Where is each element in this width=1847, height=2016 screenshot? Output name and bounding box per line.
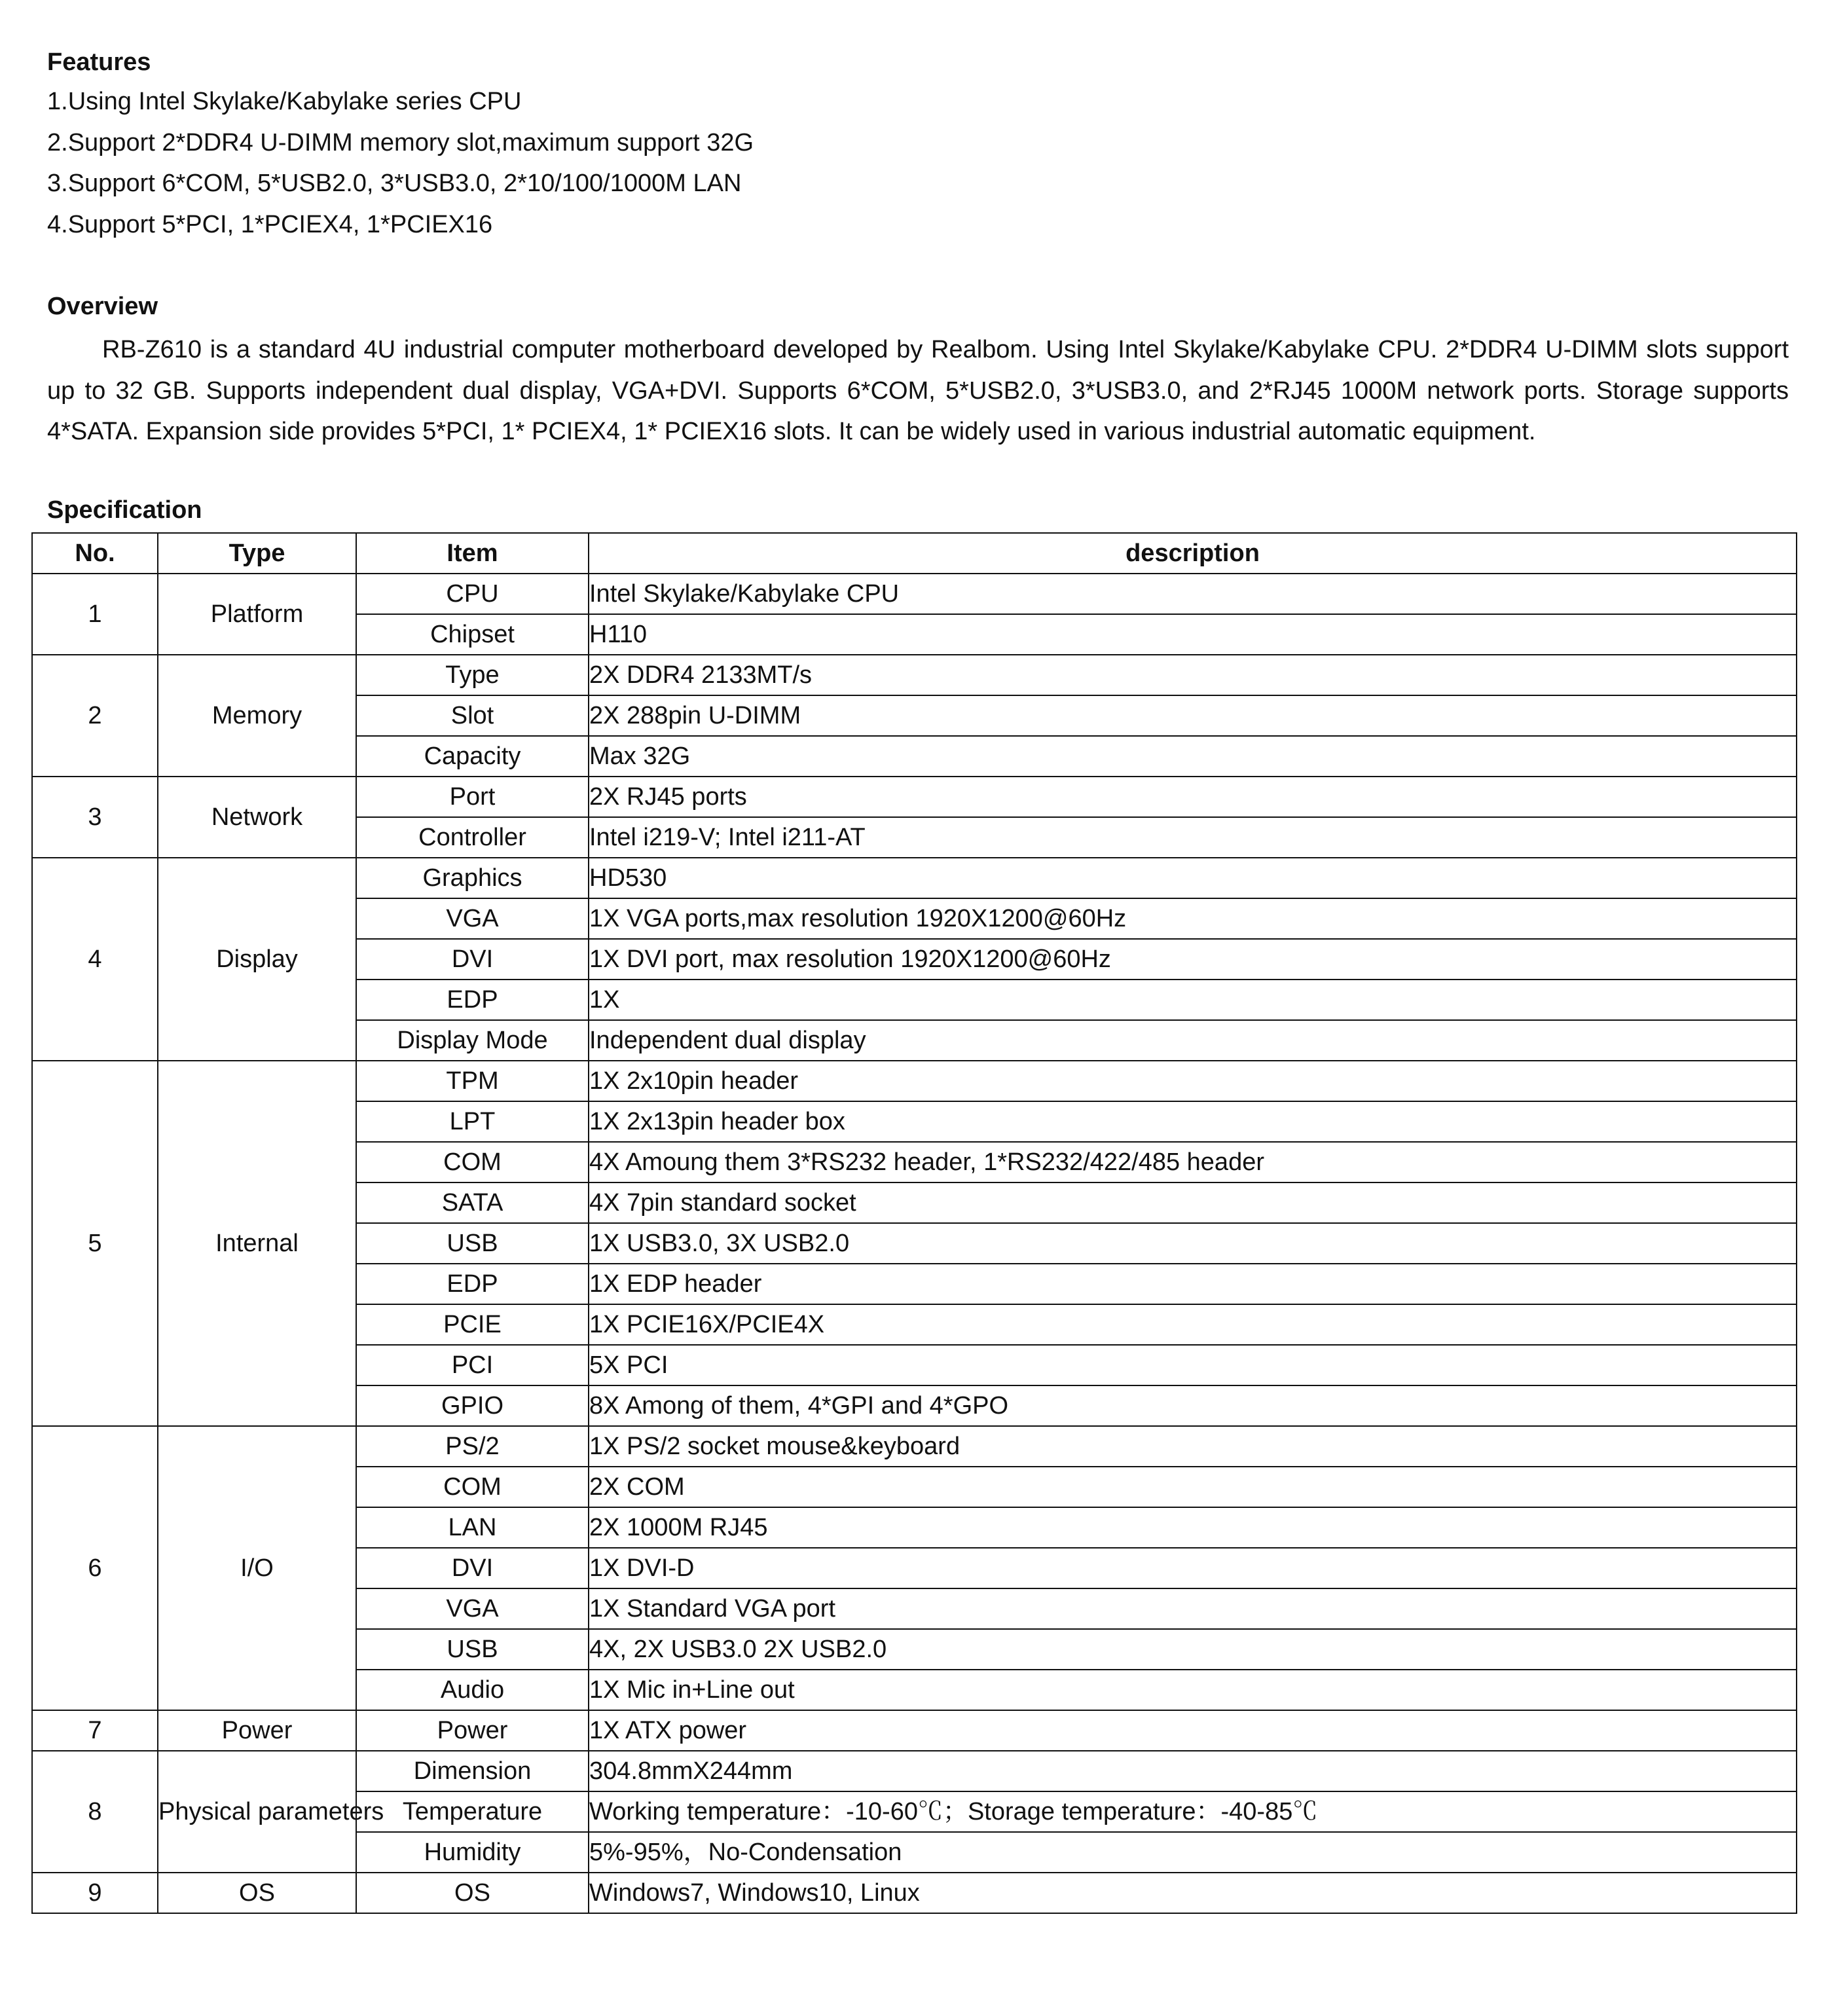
spec-item-cell: Controller	[356, 817, 589, 858]
spec-item-cell: LAN	[356, 1507, 589, 1548]
spec-description-cell: 304.8mmX244mm	[589, 1751, 1797, 1791]
spec-description-cell: 1X EDP header	[589, 1264, 1797, 1304]
spec-description-cell: H110	[589, 614, 1797, 655]
spec-type-cell: Internal	[158, 1061, 356, 1426]
spec-description-cell: 2X DDR4 2133MT/s	[589, 655, 1797, 695]
spec-description-cell: 5%-95%，No-Condensation	[589, 1832, 1797, 1873]
column-header-item: Item	[356, 533, 589, 574]
spec-description-cell: 5X PCI	[589, 1345, 1797, 1385]
spec-description-cell: 4X 7pin standard socket	[589, 1182, 1797, 1223]
spec-item-cell: EDP	[356, 980, 589, 1020]
spec-item-cell: PCIE	[356, 1304, 589, 1345]
feature-item: 3.Support 6*COM, 5*USB2.0, 3*USB3.0, 2*10/100/1000M LAN	[47, 170, 742, 197]
spec-type-cell: Platform	[158, 574, 356, 655]
spec-item-cell: PS/2	[356, 1426, 589, 1467]
spec-item-cell: COM	[356, 1467, 589, 1507]
feature-item: 4.Support 5*PCI, 1*PCIEX4, 1*PCIEX16	[47, 210, 493, 238]
table-row	[32, 1710, 1797, 1751]
spec-type-cell: Network	[158, 777, 356, 858]
spec-description-cell: Independent dual display	[589, 1020, 1797, 1061]
spec-number-cell: 9	[32, 1873, 158, 1913]
table-header-row	[32, 533, 1797, 574]
spec-item-cell: Temperature	[356, 1791, 589, 1832]
spec-description-cell: Intel i219-V; Intel i211-AT	[589, 817, 1797, 858]
table-row	[32, 1061, 1797, 1101]
spec-number-cell: 3	[32, 777, 158, 858]
spec-type-cell: Power	[158, 1710, 356, 1751]
feature-item: 2.Support 2*DDR4 U-DIMM memory slot,maximum support 32G	[47, 128, 754, 156]
spec-description-cell: 2X RJ45 ports	[589, 777, 1797, 817]
table-row	[32, 1873, 1797, 1913]
spec-item-cell: DVI	[356, 1548, 589, 1588]
column-header-description: description	[589, 533, 1797, 574]
overview-heading: Overview	[47, 293, 158, 320]
spec-type-cell: Display	[158, 858, 356, 1061]
spec-description-cell: 8X Among of them, 4*GPI and 4*GPO	[589, 1385, 1797, 1426]
spec-description-cell: 1X	[589, 980, 1797, 1020]
spec-item-cell: Chipset	[356, 614, 589, 655]
spec-description-cell: Max 32G	[589, 736, 1797, 777]
spec-number-cell: 1	[32, 574, 158, 655]
spec-item-cell: Port	[356, 777, 589, 817]
spec-item-cell: EDP	[356, 1264, 589, 1304]
table-row	[32, 574, 1797, 614]
table-row	[32, 858, 1797, 898]
spec-description-cell: 4X, 2X USB3.0 2X USB2.0	[589, 1629, 1797, 1670]
spec-item-cell: USB	[356, 1629, 589, 1670]
spec-description-cell: Working temperature：-10-60℃；Storage temperature：-40-85℃	[589, 1791, 1797, 1832]
spec-type-cell: Memory	[158, 655, 356, 777]
spec-item-cell: Humidity	[356, 1832, 589, 1873]
spec-type-cell: I/O	[158, 1426, 356, 1710]
spec-description-cell: 1X USB3.0, 3X USB2.0	[589, 1223, 1797, 1264]
table-row	[32, 1426, 1797, 1467]
table-row	[32, 777, 1797, 817]
spec-item-cell: Dimension	[356, 1751, 589, 1791]
spec-item-cell: OS	[356, 1873, 589, 1913]
spec-item-cell: Type	[356, 655, 589, 695]
spec-item-cell: SATA	[356, 1182, 589, 1223]
spec-description-cell: 2X COM	[589, 1467, 1797, 1507]
spec-description-cell: 1X DVI port, max resolution 1920X1200@60Hz	[589, 939, 1797, 980]
spec-description-cell: Windows7, Windows10, Linux	[589, 1873, 1797, 1913]
spec-item-cell: Audio	[356, 1670, 589, 1710]
spec-item-cell: DVI	[356, 939, 589, 980]
column-header-type: Type	[158, 533, 356, 574]
feature-item: 1.Using Intel Skylake/Kabylake series CPU	[47, 88, 522, 115]
spec-item-cell: Capacity	[356, 736, 589, 777]
spec-description-cell: Intel Skylake/Kabylake CPU	[589, 574, 1797, 614]
spec-description-cell: 1X PS/2 socket mouse&keyboard	[589, 1426, 1797, 1467]
overview-paragraph: RB-Z610 is a standard 4U industrial computer motherboard developed by Realbom. Using Intel Skylake/Kabylake CPU. 2*DDR4 U-DIMM slots support up to 32 GB. Supports independent dual display, VGA+DVI. Supports 6*COM, 5*USB2.0, 3*USB3.0, and 2*RJ45 1000M network ports. Storage supports 4*SATA. Expansion side provides 5*PCI, 1* PCIEX4, 1* PCIEX16 slots. It can be widely used in various industrial automatic equipment.	[47, 336, 1789, 445]
spec-item-cell: TPM	[356, 1061, 589, 1101]
spec-description-cell: 1X PCIE16X/PCIE4X	[589, 1304, 1797, 1345]
spec-description-cell: 1X 2x13pin header box	[589, 1101, 1797, 1142]
spec-number-cell: 7	[32, 1710, 158, 1751]
spec-item-cell: LPT	[356, 1101, 589, 1142]
spec-description-cell: HD530	[589, 858, 1797, 898]
spec-item-cell: GPIO	[356, 1385, 589, 1426]
spec-description-cell: 1X ATX power	[589, 1710, 1797, 1751]
spec-item-cell: Graphics	[356, 858, 589, 898]
specification-table-body	[32, 574, 1797, 1913]
spec-item-cell: USB	[356, 1223, 589, 1264]
spec-description-cell: 2X 288pin U-DIMM	[589, 695, 1797, 736]
spec-item-cell: VGA	[356, 898, 589, 939]
spec-item-cell: CPU	[356, 574, 589, 614]
spec-number-cell: 6	[32, 1426, 158, 1710]
spec-item-cell: Power	[356, 1710, 589, 1751]
specification-heading: Specification	[47, 496, 202, 524]
spec-type-cell: Physical parameters	[158, 1751, 356, 1873]
spec-item-cell: COM	[356, 1142, 589, 1182]
features-heading: Features	[47, 48, 151, 76]
spec-description-cell: 2X 1000M RJ45	[589, 1507, 1797, 1548]
spec-number-cell: 5	[32, 1061, 158, 1426]
spec-item-cell: VGA	[356, 1588, 589, 1629]
spec-item-cell: Display Mode	[356, 1020, 589, 1061]
spec-description-cell: 4X Amoung them 3*RS232 header, 1*RS232/422/485 header	[589, 1142, 1797, 1182]
features-list	[47, 81, 754, 245]
spec-item-cell: PCI	[356, 1345, 589, 1385]
spec-description-cell: 1X DVI-D	[589, 1548, 1797, 1588]
column-header-no: No.	[32, 533, 158, 574]
spec-description-cell: 1X 2x10pin header	[589, 1061, 1797, 1101]
table-row	[32, 655, 1797, 695]
spec-number-cell: 8	[32, 1751, 158, 1873]
spec-description-cell: 1X VGA ports,max resolution 1920X1200@60Hz	[589, 898, 1797, 939]
spec-description-cell: 1X Standard VGA port	[589, 1588, 1797, 1629]
table-row	[32, 1751, 1797, 1791]
spec-description-cell: 1X Mic in+Line out	[589, 1670, 1797, 1710]
spec-item-cell: Slot	[356, 695, 589, 736]
specification-table	[31, 532, 1797, 1914]
spec-number-cell: 4	[32, 858, 158, 1061]
spec-number-cell: 2	[32, 655, 158, 777]
spec-type-cell: OS	[158, 1873, 356, 1913]
